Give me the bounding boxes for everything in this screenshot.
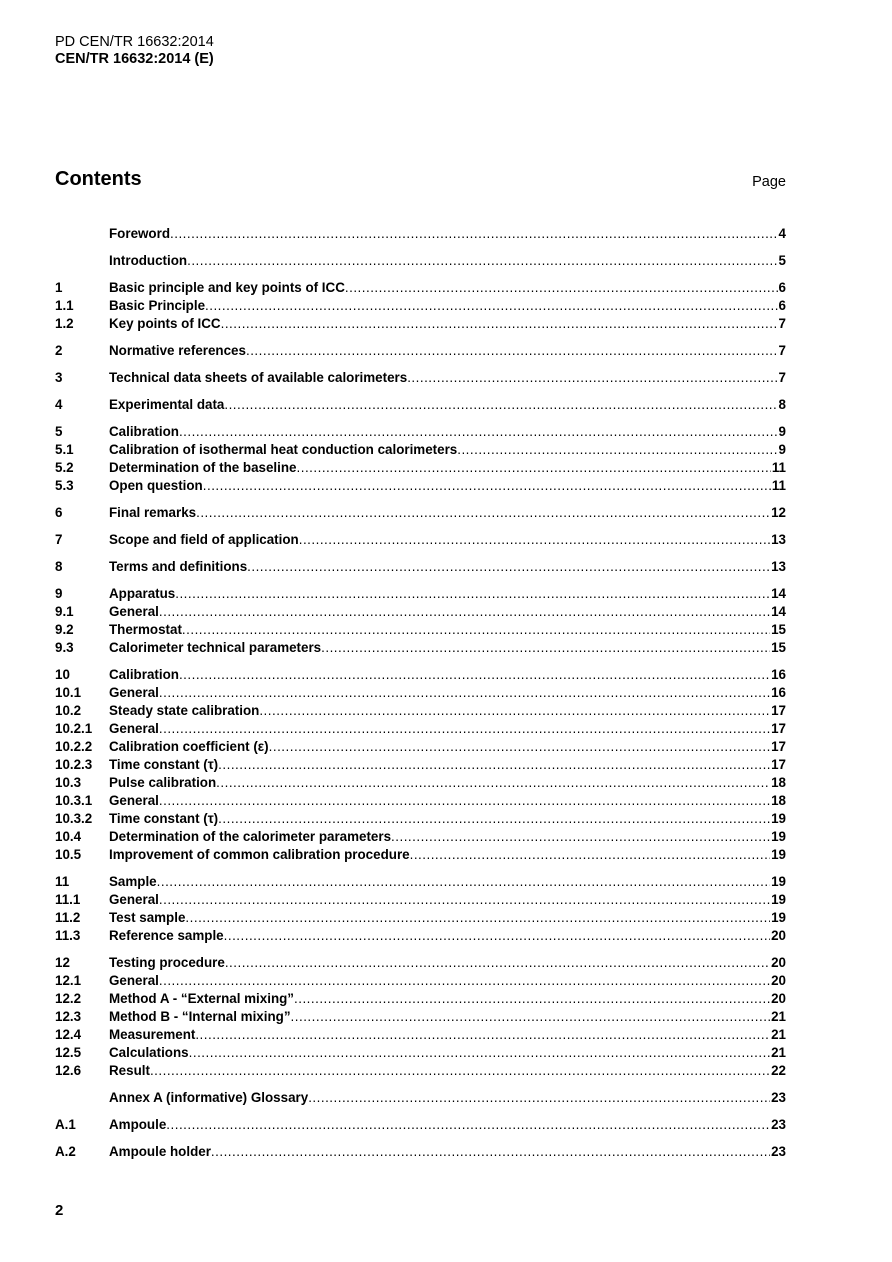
toc-entry-title: Testing procedure	[109, 955, 225, 970]
toc-entry-number: 9	[55, 586, 63, 601]
toc-dot-leader	[179, 423, 778, 441]
toc-entry-page: 17	[771, 757, 786, 772]
toc-entry-page: 16	[771, 685, 786, 700]
toc-entry-number: 10.3.1	[55, 793, 93, 808]
toc-entry-page: 11	[771, 478, 786, 493]
toc-entry[interactable]	[55, 873, 786, 891]
toc-dot-leader	[187, 252, 777, 270]
toc-dot-leader	[308, 1089, 770, 1107]
toc-entry-page: 19	[771, 847, 786, 862]
toc-entry-number: 1.2	[55, 316, 74, 331]
toc-entry-number: A.2	[55, 1144, 76, 1159]
toc-dot-leader	[196, 504, 770, 522]
toc-entry[interactable]	[55, 702, 786, 720]
toc-entry-title: Ampoule	[109, 1117, 167, 1132]
toc-entry[interactable]	[55, 639, 786, 657]
toc-entry[interactable]	[55, 1062, 786, 1080]
toc-entry-title: Scope and field of application	[109, 532, 299, 547]
toc-entry-number: 5.3	[55, 478, 74, 493]
toc-entry-number: 10.2.2	[55, 739, 93, 754]
toc-entry-number: 1	[55, 280, 63, 295]
toc-entry[interactable]	[55, 927, 786, 945]
toc-entry[interactable]	[55, 756, 786, 774]
toc-entry[interactable]	[55, 792, 786, 810]
toc-entry-page: 12	[771, 505, 786, 520]
toc-entry-page: 15	[771, 622, 786, 637]
toc-entry-title: Method A - “External mixing”	[109, 991, 295, 1006]
toc-entry[interactable]	[55, 342, 786, 360]
toc-entry-number: 9.1	[55, 604, 74, 619]
toc-entry-title: General	[109, 604, 159, 619]
toc-entry-page: 19	[771, 892, 786, 907]
toc-dot-leader	[321, 639, 770, 657]
toc-entry[interactable]	[55, 810, 786, 828]
toc-entry-page: 17	[771, 739, 786, 754]
toc-entry-number: 12.4	[55, 1027, 82, 1042]
toc-entry-title: Sample	[109, 874, 157, 889]
toc-dot-leader	[185, 909, 770, 927]
toc-entry[interactable]	[55, 423, 786, 441]
toc-entry-page: 17	[771, 721, 786, 736]
toc-entry[interactable]	[55, 585, 786, 603]
toc-entry-title: Technical data sheets of available calorimeters	[109, 370, 408, 385]
toc-entry-number: 12.5	[55, 1045, 82, 1060]
toc-entry-title: Normative references	[109, 343, 246, 358]
toc-entry-page: 23	[771, 1090, 786, 1105]
toc-dot-leader	[410, 846, 770, 864]
toc-dot-leader	[195, 1026, 770, 1044]
toc-entry-title: Foreword	[109, 226, 171, 241]
toc-entry-title: Determination of the calorimeter parameters	[109, 829, 392, 844]
toc-entry[interactable]	[55, 846, 786, 864]
toc-entry-number: 11.3	[55, 928, 81, 943]
toc-entry-title: Basic Principle	[109, 298, 206, 313]
toc-dot-leader	[297, 459, 771, 477]
toc-entry[interactable]	[55, 684, 786, 702]
toc-entry-number: 10	[55, 667, 70, 682]
toc-entry-title: Determination of the baseline	[109, 460, 297, 475]
toc-entry-page: 13	[771, 559, 786, 574]
toc-entry[interactable]	[55, 828, 786, 846]
toc-entry-title: Open question	[109, 478, 203, 493]
toc-entry-title: Ampoule holder	[109, 1144, 211, 1159]
toc-entry-page: 14	[771, 604, 786, 619]
toc-entry[interactable]	[55, 1116, 786, 1134]
toc-entry[interactable]	[55, 558, 786, 576]
toc-entry-title: Measurement	[109, 1027, 196, 1042]
toc-dot-leader	[157, 873, 770, 891]
toc-entry-number: 10.2	[55, 703, 82, 718]
toc-entry-title: General	[109, 973, 159, 988]
toc-entry-page: 21	[771, 1009, 786, 1024]
toc-entry[interactable]	[55, 909, 786, 927]
toc-entry-title: Steady state calibration	[109, 703, 260, 718]
toc-entry-title: Time constant (τ)	[109, 757, 219, 772]
toc-dot-leader	[150, 1062, 770, 1080]
toc-entry-number: 12.1	[55, 973, 82, 988]
toc-entry-number: 7	[55, 532, 63, 547]
toc-entry-page: 18	[771, 775, 786, 790]
toc-dot-leader	[246, 342, 778, 360]
toc-entry-page: 19	[771, 874, 786, 889]
toc-entry-title: Calibration coefficient (ε)	[109, 739, 269, 754]
toc-entry[interactable]	[55, 531, 786, 549]
toc-entry-number: 8	[55, 559, 63, 574]
toc-entry-number: 10.5	[55, 847, 82, 862]
toc-dot-leader	[269, 738, 770, 756]
table-of-contents	[55, 225, 786, 1161]
toc-dot-leader	[299, 531, 770, 549]
toc-dot-leader	[345, 279, 778, 297]
toc-entry-number: 5	[55, 424, 63, 439]
toc-entry[interactable]	[55, 252, 786, 270]
toc-entry-number: 11.2	[55, 910, 81, 925]
page-column-label: Page	[752, 174, 786, 190]
toc-entry-title: Test sample	[109, 910, 186, 925]
toc-entry-page: 20	[771, 991, 786, 1006]
toc-entry-title: Final remarks	[109, 505, 197, 520]
toc-entry-page: 14	[771, 586, 786, 601]
toc-entry[interactable]	[55, 1143, 786, 1161]
toc-entry-page: 23	[771, 1117, 786, 1132]
toc-entry-page: 19	[771, 829, 786, 844]
toc-entry[interactable]	[55, 297, 786, 315]
toc-entry[interactable]	[55, 666, 786, 684]
toc-dot-leader	[170, 225, 778, 243]
page-title: Contents	[55, 168, 142, 190]
toc-entry-page: 9	[778, 424, 786, 439]
toc-entry-title: General	[109, 685, 159, 700]
toc-dot-leader	[391, 828, 770, 846]
toc-entry-page: 20	[771, 973, 786, 988]
toc-entry[interactable]	[55, 396, 786, 414]
toc-entry-title: Basic principle and key points of ICC	[109, 280, 345, 295]
toc-entry[interactable]	[55, 477, 786, 495]
toc-entry[interactable]	[55, 621, 786, 639]
toc-entry-title: Time constant (τ)	[109, 811, 219, 826]
toc-entry-title: Result	[109, 1063, 150, 1078]
toc-entry-title: General	[109, 721, 159, 736]
toc-dot-leader	[159, 684, 770, 702]
toc-entry-number: 9.2	[55, 622, 74, 637]
toc-entry-page: 21	[771, 1027, 786, 1042]
toc-entry-title: Apparatus	[109, 586, 176, 601]
toc-entry-page: 22	[771, 1063, 786, 1078]
toc-entry-title: General	[109, 793, 159, 808]
toc-entry-title: Terms and definitions	[109, 559, 248, 574]
toc-entry-number: 3	[55, 370, 63, 385]
toc-dot-leader	[159, 792, 770, 810]
toc-entry-page: 19	[771, 910, 786, 925]
toc-dot-leader	[159, 972, 770, 990]
toc-dot-leader	[189, 1044, 770, 1062]
toc-entry-number: 12	[55, 955, 70, 970]
page-number: 2	[55, 1202, 64, 1219]
toc-entry-page: 18	[771, 793, 786, 808]
toc-dot-leader	[205, 297, 778, 315]
toc-dot-leader	[224, 927, 770, 945]
toc-dot-leader	[294, 990, 770, 1008]
toc-entry[interactable]	[55, 441, 786, 459]
toc-entry-title: Calibration	[109, 424, 179, 439]
toc-entry-title: Calibration of isothermal heat conduction calorimeters	[109, 442, 458, 457]
toc-entry-page: 6	[778, 298, 786, 313]
toc-entry-title: Calorimeter technical parameters	[109, 640, 322, 655]
toc-dot-leader	[224, 396, 777, 414]
toc-dot-leader	[259, 702, 770, 720]
toc-dot-leader	[159, 720, 770, 738]
toc-entry-number: 11	[55, 874, 70, 889]
toc-entry-title: Reference sample	[109, 928, 224, 943]
toc-entry-page: 9	[778, 442, 786, 457]
document-id-english: CEN/TR 16632:2014 (E)	[55, 51, 214, 67]
toc-dot-leader	[218, 756, 770, 774]
toc-entry-number: 10.3	[55, 775, 82, 790]
toc-entry-page: 13	[771, 532, 786, 547]
toc-dot-leader	[166, 1116, 770, 1134]
toc-entry[interactable]	[55, 1089, 786, 1107]
toc-entry-title: Annex A (informative) Glossary	[109, 1090, 309, 1105]
toc-entry-page: 20	[771, 955, 786, 970]
toc-entry[interactable]	[55, 954, 786, 972]
toc-entry-title: Key points of ICC	[109, 316, 221, 331]
toc-entry[interactable]	[55, 1044, 786, 1062]
toc-entry-page: 8	[778, 397, 786, 412]
toc-entry-number: 10.3.2	[55, 811, 93, 826]
toc-entry-title: Calibration	[109, 667, 179, 682]
toc-entry-page: 17	[771, 703, 786, 718]
toc-entry-number: 1.1	[55, 298, 74, 313]
toc-entry-number: 12.6	[55, 1063, 82, 1078]
toc-dot-leader	[159, 891, 770, 909]
toc-entry-page: 5	[778, 253, 786, 268]
toc-dot-leader	[218, 810, 770, 828]
toc-entry-title: General	[109, 892, 159, 907]
toc-entry[interactable]	[55, 891, 786, 909]
toc-dot-leader	[179, 666, 770, 684]
toc-entry-page: 7	[778, 316, 786, 331]
toc-entry-number: 9.3	[55, 640, 74, 655]
toc-entry-number: A.1	[55, 1117, 76, 1132]
toc-entry-number: 10.1	[55, 685, 82, 700]
toc-entry[interactable]	[55, 369, 786, 387]
toc-dot-leader	[211, 1143, 770, 1161]
toc-entry-title: Pulse calibration	[109, 775, 217, 790]
toc-entry[interactable]	[55, 1008, 786, 1026]
toc-entry-number: 6	[55, 505, 63, 520]
toc-entry-page: 23	[771, 1144, 786, 1159]
toc-entry[interactable]	[55, 720, 786, 738]
toc-entry-number: 12.3	[55, 1009, 82, 1024]
toc-entry[interactable]	[55, 972, 786, 990]
toc-entry[interactable]	[55, 1026, 786, 1044]
toc-entry-title: Thermostat	[109, 622, 182, 637]
toc-entry-number: 10.2.3	[55, 757, 93, 772]
toc-entry-number: 10.4	[55, 829, 82, 844]
toc-entry-title: Improvement of common calibration procedure	[109, 847, 410, 862]
toc-entry[interactable]	[55, 774, 786, 792]
toc-entry-page: 21	[771, 1045, 786, 1060]
toc-entry-page: 19	[771, 811, 786, 826]
toc-entry-number: 10.2.1	[55, 721, 93, 736]
toc-entry-title: Method B - “Internal mixing”	[109, 1009, 291, 1024]
toc-dot-leader	[221, 315, 778, 333]
toc-entry-number: 12.2	[55, 991, 82, 1006]
toc-dot-leader	[407, 369, 777, 387]
toc-entry[interactable]	[55, 990, 786, 1008]
toc-entry[interactable]	[55, 315, 786, 333]
toc-dot-leader	[457, 441, 777, 459]
toc-entry-number: 11.1	[55, 892, 81, 907]
toc-dot-leader	[175, 585, 770, 603]
toc-entry-page: 7	[778, 370, 786, 385]
toc-dot-leader	[247, 558, 770, 576]
toc-entry-number: 5.2	[55, 460, 74, 475]
toc-entry[interactable]	[55, 225, 786, 243]
toc-entry-number: 4	[55, 397, 63, 412]
toc-entry[interactable]	[55, 603, 786, 621]
toc-entry[interactable]	[55, 279, 786, 297]
toc-entry-number: 2	[55, 343, 63, 358]
toc-dot-leader	[291, 1008, 771, 1026]
toc-dot-leader	[216, 774, 770, 792]
toc-entry-title: Calculations	[109, 1045, 189, 1060]
toc-dot-leader	[203, 477, 771, 495]
toc-dot-leader	[159, 603, 770, 621]
toc-entry-title: Introduction	[109, 253, 188, 268]
toc-entry[interactable]	[55, 738, 786, 756]
toc-entry[interactable]	[55, 504, 786, 522]
toc-entry-page: 7	[778, 343, 786, 358]
toc-dot-leader	[182, 621, 770, 639]
document-id: PD CEN/TR 16632:2014	[55, 34, 214, 50]
toc-entry-page: 15	[771, 640, 786, 655]
toc-dot-leader	[225, 954, 770, 972]
toc-entry-page: 20	[771, 928, 786, 943]
toc-entry-number: 5.1	[55, 442, 74, 457]
toc-entry[interactable]	[55, 459, 786, 477]
toc-entry-page: 16	[771, 667, 786, 682]
toc-entry-title: Experimental data	[109, 397, 225, 412]
toc-entry-page: 11	[771, 460, 786, 475]
toc-entry-page: 6	[778, 280, 786, 295]
toc-entry-page: 4	[778, 226, 786, 241]
